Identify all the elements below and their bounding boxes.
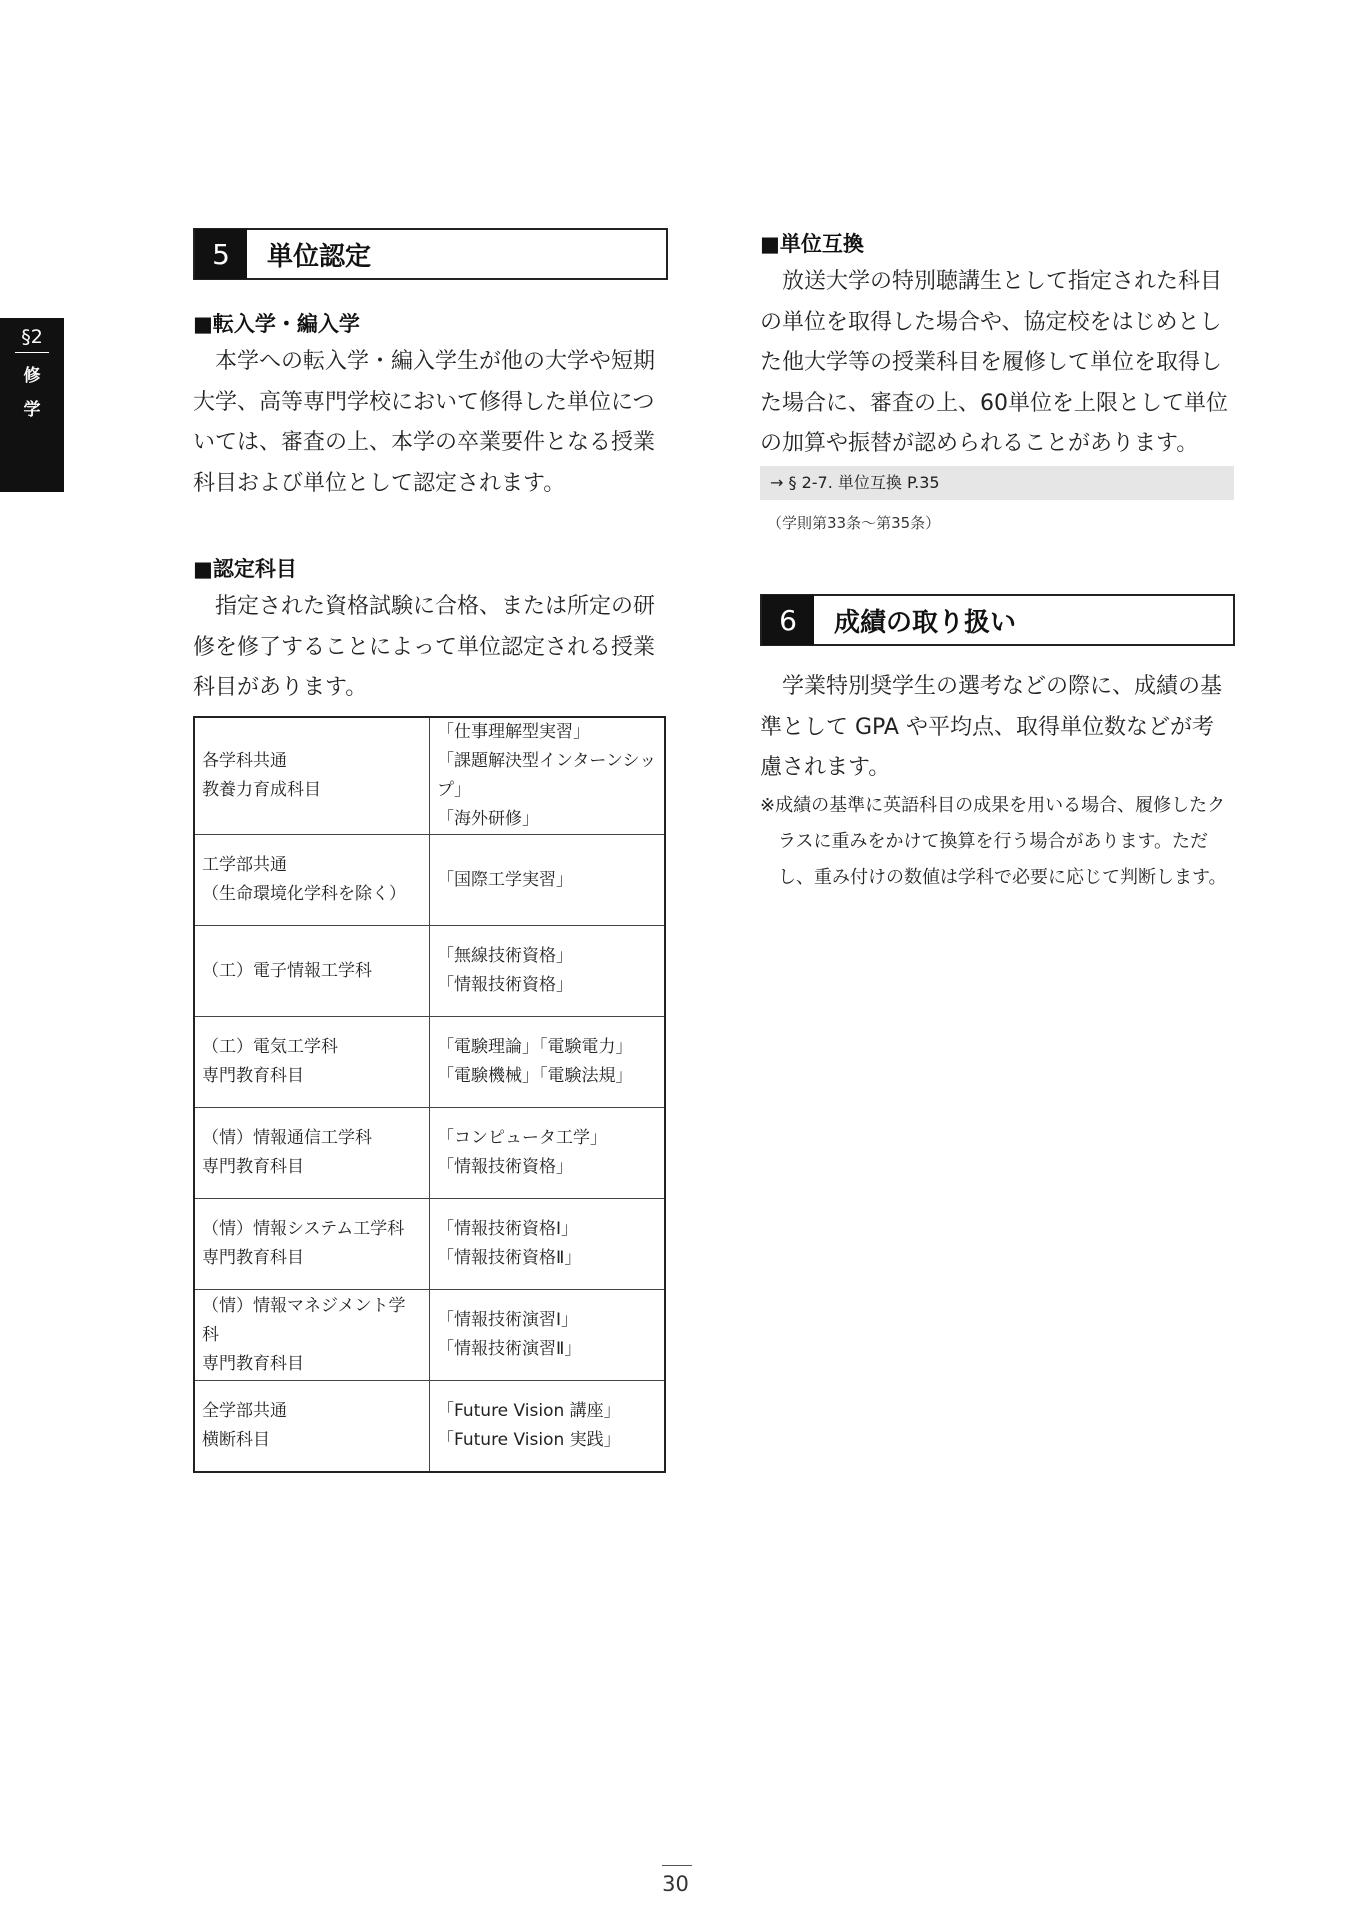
dept-cell: （情）情報通信工学科 専門教育科目 bbox=[194, 1108, 430, 1199]
dept-cell: （情）情報マネジメント学科 専門教育科目 bbox=[194, 1290, 430, 1381]
section-5-header bbox=[193, 228, 668, 280]
exchange-heading: ■単位互換 bbox=[760, 232, 864, 256]
grades-text: 学業特別奨学生の選考などの際に、成績の基準として GPA や平均点、取得単位数などが考慮されます。 bbox=[760, 674, 1223, 780]
certified-text: 指定された資格試験に合格、または所定の研修を修了することによって単位認定される授業科目があります。 bbox=[193, 594, 656, 700]
page-number-rule bbox=[662, 1865, 692, 1866]
table-row bbox=[194, 1017, 665, 1108]
table-row bbox=[194, 1199, 665, 1290]
side-tab-char-2: 学 bbox=[23, 400, 41, 420]
transfer-heading: ■転入学・編入学 bbox=[193, 312, 360, 336]
courses-cell: 「国際工学実習」 bbox=[430, 835, 666, 926]
courses-cell: 「コンピュータ工学」 「情報技術資格」 bbox=[430, 1108, 666, 1199]
section-6-header bbox=[760, 594, 1235, 646]
section-5-title: 単位認定 bbox=[267, 241, 372, 272]
table-row bbox=[194, 717, 665, 835]
section-5-number: 5 bbox=[195, 229, 247, 279]
side-tab-divider bbox=[15, 352, 49, 353]
certified-heading: ■認定科目 bbox=[193, 557, 297, 581]
side-section-tab bbox=[0, 318, 64, 492]
dept-cell: 全学部共通 横断科目 bbox=[194, 1381, 430, 1472]
grades-note: ※成績の基準に英語科目の成果を用いる場合、履修したクラスに重みをかけて換算を行う場合があります。ただし、重み付けの数値は学科で必要に応じて判断します。 bbox=[760, 795, 1227, 888]
table-row bbox=[194, 835, 665, 926]
page-number: 30 bbox=[662, 1872, 689, 1896]
table-row bbox=[194, 1108, 665, 1199]
certified-courses-table bbox=[193, 716, 666, 1473]
table-row bbox=[194, 1381, 665, 1472]
courses-cell: 「仕事理解型実習」 「課題解決型インターンシップ」 「海外研修」 bbox=[430, 717, 666, 835]
courses-cell: 「Future Vision 講座」 「Future Vision 実践」 bbox=[430, 1381, 666, 1472]
courses-cell: 「電験理論」「電験電力」 「電験機械」「電験法規」 bbox=[430, 1017, 666, 1108]
section-6-number: 6 bbox=[762, 595, 814, 645]
courses-cell: 「無線技術資格」 「情報技術資格」 bbox=[430, 926, 666, 1017]
section-6-title: 成績の取り扱い bbox=[834, 607, 1017, 638]
side-tab-section: §2 bbox=[21, 326, 43, 348]
exchange-law-reference: （学則第33条〜第35条） bbox=[767, 514, 941, 532]
dept-cell: 各学科共通 教養力育成科目 bbox=[194, 717, 430, 835]
exchange-reference: → § 2-7. 単位互換 P.35 bbox=[760, 466, 1234, 500]
table-row bbox=[194, 1290, 665, 1381]
dept-cell: 工学部共通 （生命環境化学科を除く） bbox=[194, 835, 430, 926]
courses-cell: 「情報技術資格Ⅰ」 「情報技術資格Ⅱ」 bbox=[430, 1199, 666, 1290]
side-tab-char-1: 修 bbox=[23, 366, 41, 386]
exchange-text: 放送大学の特別聴講生として指定された科目の単位を取得した場合や、協定校をはじめとした他大学等の授業科目を履修して単位を取得した場合に、審査の上、60単位を上限として単位の加算や振替が認められることがあります。 bbox=[760, 269, 1228, 456]
dept-cell: （情）情報システム工学科 専門教育科目 bbox=[194, 1199, 430, 1290]
courses-cell: 「情報技術演習Ⅰ」 「情報技術演習Ⅱ」 bbox=[430, 1290, 666, 1381]
dept-cell: （工）電気工学科 専門教育科目 bbox=[194, 1017, 430, 1108]
table-row bbox=[194, 926, 665, 1017]
dept-cell: （工）電子情報工学科 bbox=[194, 926, 430, 1017]
transfer-text: 本学への転入学・編入学生が他の大学や短期大学、高等専門学校において修得した単位については、審査の上、本学の卒業要件となる授業科目および単位として認定されます。 bbox=[193, 349, 656, 496]
